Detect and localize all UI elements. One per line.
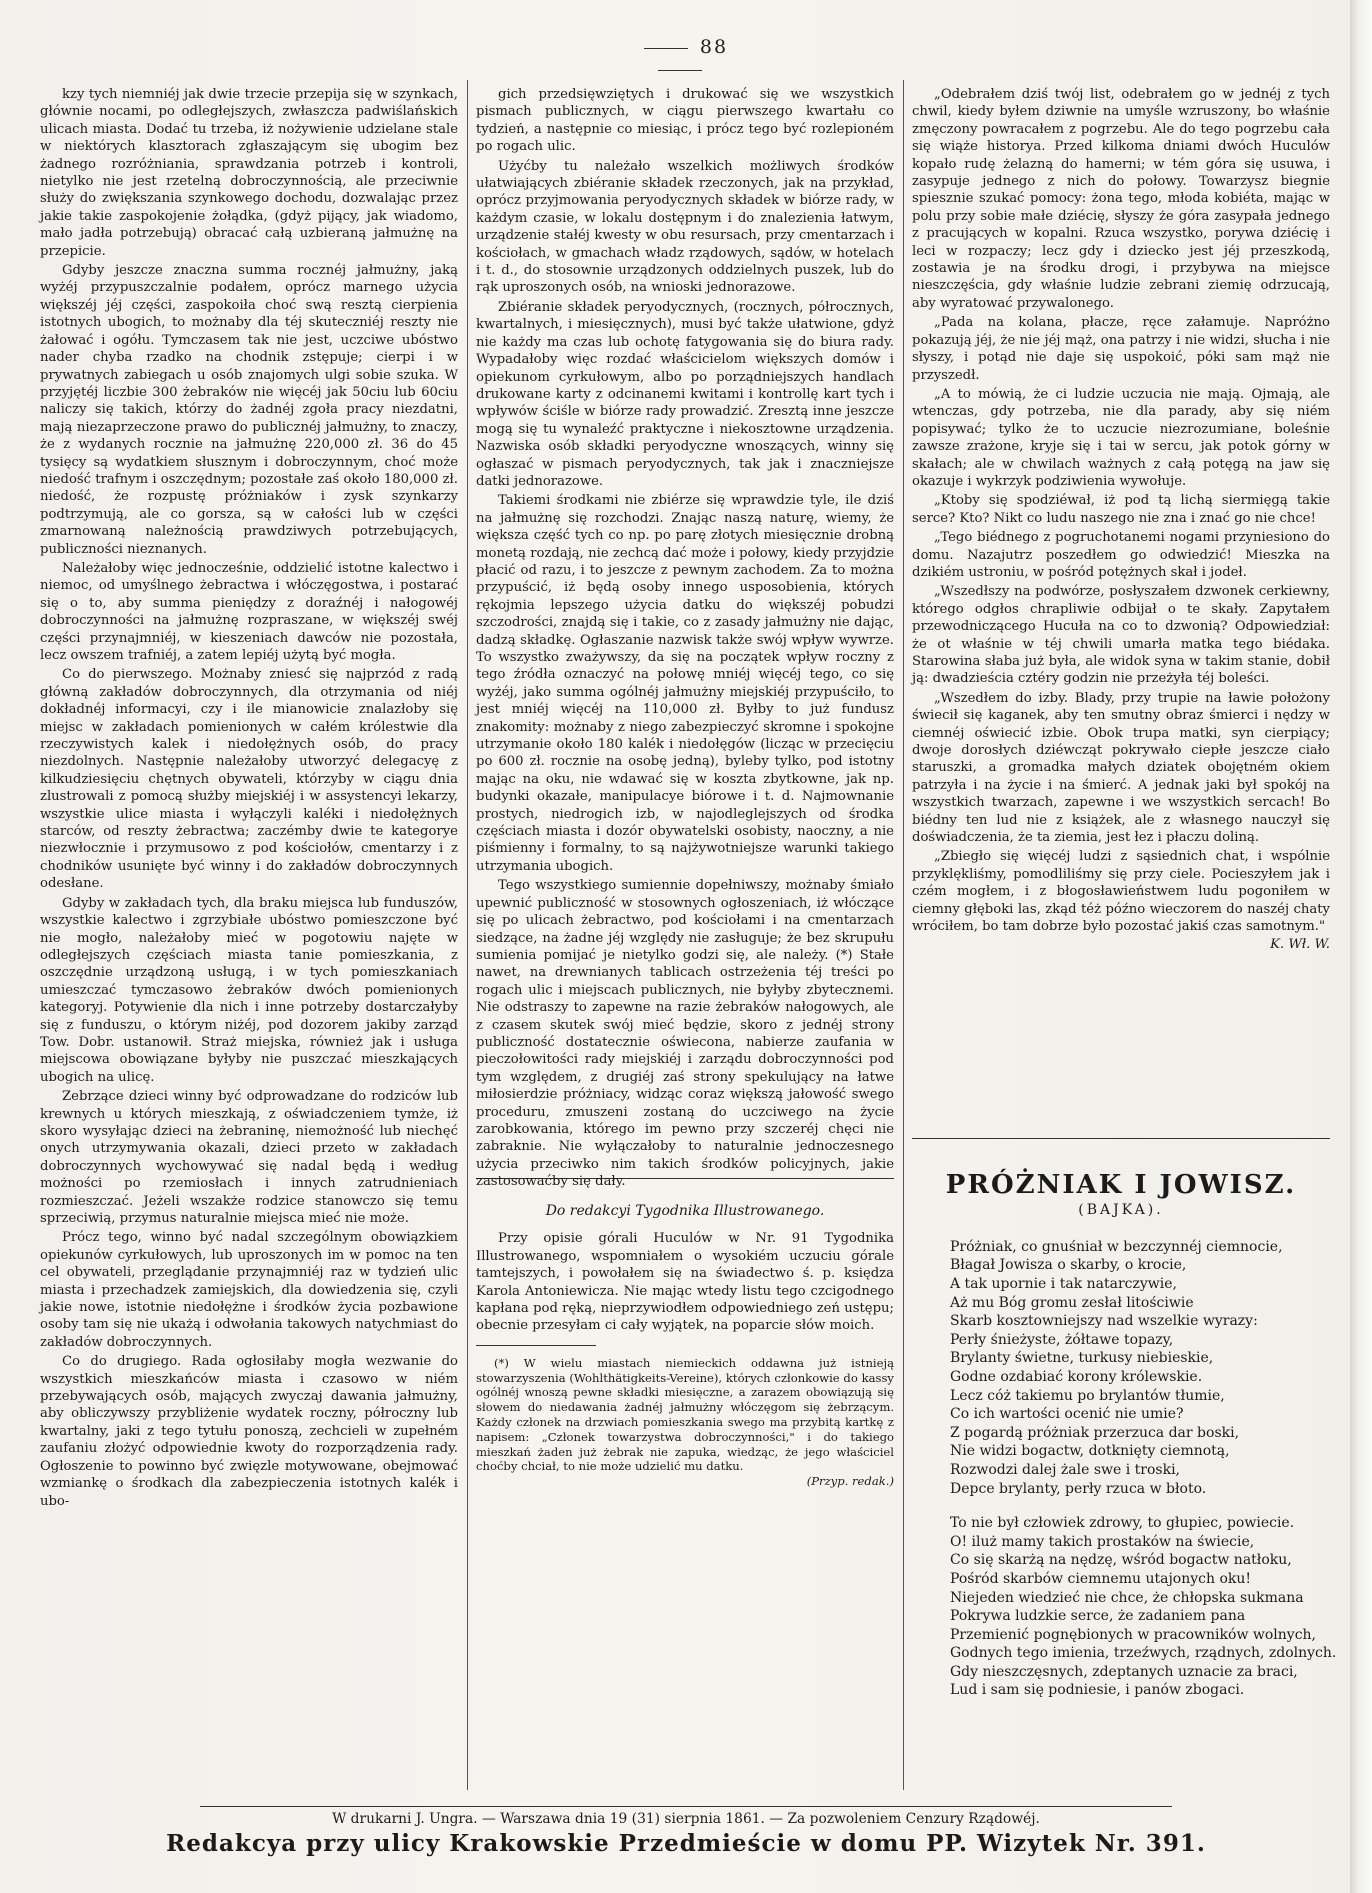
fable-subtitle: (BAJKA).	[1078, 1202, 1164, 1219]
poem-line: Godne ozdabiać korony królewskie.	[950, 1368, 1203, 1385]
paragraph: „Odebrałem dziś twój list, odebrałem go w jednéj z tych chwil, kiedy byłem dziwnie na umyśle wzruszony, bo właśnie zmęczony powracałem z pogrzebu. Ale do tego pogrzebu cała się wiąże historya. Przed kilkoma dniami dwóch Huculów kopało rudę żelazną do hamerni; w tém góra się usuwa, i zasypuje jednego z nich do połowy. Towarzysz biegnie spiesznie szukać pomocy: żona tego, młoda kobiéta, mając w polu przy sobie małe dziécię, słyszy że góra zasypała jednego z pracujących w kopalni. Rzuca wszystko, porywa dziécię i leci w rozpaczy; lecz gdy i dziecko jest jéj przeszkodą, zostawia je na środku drogi, i przybywa na miejsce nieszczęścia, gdy właśnie ludzie zebrani ziemię odrzucają, aby wyratować przywalonego.	[912, 87, 1330, 311]
poem-line: Pokrywa ludzkie serce, że zadaniem pana	[950, 1608, 1246, 1625]
poem-line: Z pogardą próżniak przerzuca dar boski,	[950, 1424, 1240, 1441]
fable-title: PRÓŻNIAK I JOWISZ.	[945, 1170, 1297, 1200]
paragraph: „A to mówią, że ci ludzie uczucia nie mają. Ojmają, ale wtenczas, gdy potrzeba, nie dla parady, aby się niém popisywać; tylko że to uczucie niezrozumiane, boleśnie zawsze zrażone, kryje się i tai w sercu, jak potok górny w skałach; ale w chwilach ważnych z całą potęgą na jaw się okazuje i wykrzyk podziwienia wywołuje.	[912, 386, 1330, 489]
poem-line: Aż mu Bóg gromu zesłał litościwie	[950, 1294, 1194, 1311]
printer-imprint: W drukarni J. Ungra. — Warszawa dnia 19 (31) sierpnia 1861. — Za pozwoleniem Cenzury Rządowéj.	[200, 1806, 1172, 1827]
poem-line: Co się skarżą na nędzę, wśród bogactw natłoku,	[950, 1552, 1292, 1569]
poem-line: Gdy nieszczęsnych, zdeptanych uznacie za braci,	[950, 1663, 1298, 1680]
footnote-credit: (Przyp. redak.)	[806, 1474, 894, 1489]
paragraph: Gdyby w zakładach tych, dla braku miejsca lub funduszów, wszystkie kalectwo i zgrzybiałe ubóstwo pomieszczone być nie mogło, należałoby mieć w pogotowiu najęte w odległejszych częściach miasta tanie pomieszkania, z oszczędnie urządzoną usługą, i w tych pomieszkaniach umieszczać tymczasowo żebraków dwóch pomienionych kategoryj. Potywienie dla nich i inne potrzeby dostarczałyby się z funduszu, o którym niżéj, pod dozorem jakiby zarząd Tow. Dobr. ustanowił. Straż miejska, również jak i usługa miejscowa obowiązane byłyby nie puszczać mieszkających ubogich na ulicę.	[40, 895, 458, 1085]
paragraph: Tego wszystkiego sumiennie dopełniwszy, możnaby śmiało upewnić publiczność w stosownych ogłoszeniach, iż włóczące się po ulicach żebractwo, pod kościołami i na cmentarzach siedzące, na żadne jéj względy nie zasługuje; że bez skrupułu sumienia pomijać je nietylko godzi się, ale należy. (*) Stałe nawet, na drewnianych tablicach ostrzeżenia téj treści po rogach ulic i miejscach publicznych, nie byłyby zbytecznemi. Nie odstraszy to zapewne na razie żebraków nałogowych, ale z czasem skutek swój mieć będzie, skoro z jednéj strony publiczność dostatecznie oświecona, nabierze zaufania w pieczołowitości rady miejskiéj i zarządu dobroczynności pod tym względem, z drugiéj zaś strony spekulujący na łatwe miłosierdzie próżniacy, widząc coraz większą jałowość swego proceduru, zmuszeni zostaną do uczciwego na życie zarobkowania, którego im pewno przy szczeréj chęci nie zabraknie. Nie wyłączałoby to naturalnie jednoczesnego użycia przeciwko nim takich środków policyjnych, jakie zastosowaćby się dały.	[476, 878, 894, 1190]
poem-line: Przemienić pognębionych w pracowników wolnych,	[950, 1626, 1317, 1643]
section-divider	[912, 1138, 1330, 1139]
paragraph: „Zbiegło się więcéj ludzi z sąsiednich chat, i wspólnie przyklękliśmy, pomodliliśmy się przy ciele. Pocieszyłem jak i czém mogłem, i z błogosławieństwem ludu pogoniłem w ciemny głęboki las, zkąd téż późno wieczorem do naszéj chaty wróciłem, bo tam dobrze było pozostać jakiś czas samotnym."	[912, 849, 1330, 935]
poem-line: Rozwodzi dalej żale swe i troski,	[950, 1461, 1180, 1478]
poem-line: Co ich wartości ocenić nie umie?	[950, 1406, 1184, 1423]
letter-title: Do redakcyi Tygodnika Illustrowanego.	[545, 1203, 825, 1219]
fable-poem	[950, 1238, 1337, 1700]
adjacent-page-edge	[1350, 0, 1372, 1893]
column-divider	[903, 80, 904, 1790]
paragraph: Takiemi środkami nie zbiérze się wprawdzie tyle, ile dziś na jałmużnę się rozchodzi. Znając naszą naturę, wiemy, że większa część tych co np. po parę złotych miesięcznie drobną monetą rozdają, nie zechcą dać może i połowy, kiedy przyjdzie płacić od razu, i to jeszcze z pewnym zachodem. Za to można przypuścić, iż będą osoby innego usposobienia, których rękojmia lepszego użycia datku do większéj pobudzi szczodrości, znajdą się i takie, co z zasady jałmużny nie dając, dadzą składkę. Ogłaszanie nazwisk także swój wpływ wywrze. To wszystko zważywszy, da się na początek wpływ roczny z tego źródła oznaczyć na połowę mniéj więcéj tego, co się wyżéj, jako summa ogólnéj jałmużny miejskiéj przypuściło, to jest mniéj więcéj na 110,000 zł. Byłby to już fundusz znakomity: możnaby z niego zabezpieczyć skromne i spokojne utrzymanie około 180 kalék i niedołęgów (licząc w przecięciu po 600 zł. rocznie na osobę jedną), byleby tylko, pod istotny mając na oku, nie wdawać się w koszta zbytkowne, jak np. budynki okazałe, manipulacye biórowe i t. d. Najmownanie prostych, niedrogich izb, w najodleglejszych od środka częściach miasta i dozór obywatelski osobisty, naoczny, a nie piśmienny i formalny, to są najżywotniejsze warunki takiego utrzymania ubogich.	[476, 493, 894, 874]
column-divider	[467, 80, 468, 1790]
paragraph: „Pada na kolana, płacze, ręce załamuje. Napróżno pokazują jéj, że nie jéj mąż, ona patrzy i nie widzi, słucha i nie słyszy, i potąd nie daje się uspokoić, póki sam mąż nie przyszedł.	[912, 315, 1330, 383]
paragraph: Zbiéranie składek peryodycznych, (rocznych, półrocznych, kwartalnych, i miesięcznych), musi być także ułatwione, gdyż nie każdy ma czas lub ochotę fatygowania się do biura rady. Wypadałoby więc rozdać właścicielom większych domów i opiekunom cyrkułowym, albo po porządniejszych handlach drukowane karty z odcinanemi kwitami i kontrollę kart tych i wpływów ściśle w biórze rady prowadzić. Zresztą inne jeszcze mogą się tu wynaleźć praktyczne i niekosztowne urządzenia. Nazwiska osób składki peryodyczne wnoszących, winny się ogłaszać w pismach peryodycznych, tak jak i znaczniejsze datki jednorazowe.	[476, 299, 894, 489]
poem-line: Lecz cóż takiemu po brylantów tłumie,	[950, 1387, 1225, 1404]
poem-line: Depce brylanty, perły rzuca w błoto.	[950, 1480, 1207, 1497]
footnote-text: (*) W wielu miastach niemieckich oddawna już istnieją stowarzyszenia (Wohlthätigkeits-Vereine), których członkowie do kassy ogólnéj wnoszą pewne składki miesięczne, a zarazem obowiązują się słowem do niedawania żadnéj jałmużny włóczęgom się żebrzącym. Każdy członek na drzwiach pomieszkania swego ma przybitą kartkę z napisem: „Członek towarzystwa dobroczynności," i do takiego mieszkań żaden już żebrak nie zapuka, wiedząc, że jego właściciel choćby chciał, to nie może udzielić mu datku.	[476, 1355, 894, 1474]
paragraph: Przy opisie górali Huculów w Nr. 91 Tygodnika Illustrowanego, wspomniałem o wysokiém uczuciu górale tamtejszych, i powołałem się na świadectwo ś. p. księdza Karola Antoniewicza. Nie mając wtedy listu tego czcigodnego kapłana pod ręką, nieprzywiodłem odpowiedniego zeń ustępu; obecnie przesyłam ci cały wyjątek, na poparcie słów moich.	[476, 1231, 894, 1334]
paragraph: „Wszedłem do izby. Blady, przy trupie na ławie położony świecił się kaganek, aby ten smutny obraz śmierci i nędzy w ciemnéj oświecić izbie. Obok trupa matki, syn cierpiący; dwoje dorosłych dziéwcząt pokrywało ciepłe jeszcze ciało staruszki, a gromadka małych dziatek obojętném okiem patrzyła i na życie i na śmierć. A jednak jaki był spokój na wszystkich twarzach, zapewne i we wszystkich sercach! Bo biédny ten lud nie z książek, ale z własnego nauczył się doświadczenia, że ta ziemia, jest łez i płaczu doliną.	[912, 690, 1330, 846]
stanza-gap	[950, 1498, 1330, 1514]
poem-line: Nie widzi bogactw, dotknięty ciemnotą,	[950, 1443, 1230, 1460]
footnote-divider	[476, 1345, 596, 1346]
paragraph: gich przedsięwziętych i drukować się we wszystkich pismach publicznych, w ciągu pierwszego kwartału co tydzień, a następnie co miesiąc, i prócz tego być rozlepioném po rogach ulic.	[476, 87, 894, 155]
poem-line: Skarb kosztowniejszy nad wszelkie wyrazy:	[950, 1313, 1258, 1330]
article-column-1	[40, 86, 458, 1788]
poem-line: Błagał Jowisza o skarby, o krocie,	[950, 1257, 1187, 1274]
paragraph: Prócz tego, winno być nadal szczególnym obowiązkiem opiekunów cyrkułowych, lub uproszonych im w pomoc na ten cel obywateli, przeglądanie przynajmniéj raz w tydzień ulic miasta i przechadzek zamiejskich, dla dowiedzenia się, czyli jakie nowe, istotnie niedołężne i środków życia pozbawione osoby tam się nie ukażą i odwołania takowych natychmiast do zakładów dobroczynnych.	[40, 1230, 458, 1350]
paragraph: Należałoby więc jednocześnie, oddzielić istotne kalectwo i niemoc, od umyślnego żebractwa i włóczęgostwa, i postarać się o to, aby summa pieniędzy z doraźnéj i nałogowéj dobroczynności na jałmużnę rozpraszane, w większéj swéj części przynajmniéj, w kieszeniach dawców nie pozostała, lecz owszem trafniéj, a zatem lepiéj użytą być mogła.	[40, 560, 458, 663]
paragraph: Co do drugiego. Rada ogłosiłaby mogła wezwanie do wszystkich mieszkańców miasta i czasowo w niém przebywających osób, mających zwyczaj dawania jałmużny, aby obliczywszy przybliżenie wydatek roczny, półroczny lub kwartalny, jaki z tego tytułu ponoszą, zechcieli w zupełném zaufaniu złożyć odpowiednie kwoty do rozporządzenia rady. Ogłoszenie to powinno być zwięzle motywowane, obejmować wzmiankę o środkach dla zabezpieczenia istotnych kalék i ubo-	[40, 1354, 458, 1509]
paragraph: „Ktoby się spodziéwał, iż pod tą lichą siermięgą takie serce? Kto? Nikt co ludu naszego nie zna i znać go nie chce!	[912, 493, 1330, 526]
article-column-3	[912, 86, 1337, 1788]
poem-line: O! iluż mamy takich prostaków na świecie,	[950, 1533, 1255, 1550]
paragraph: Gdyby jeszcze znaczna summa rocznéj jałmużny, jaką wyżéj przypuszczalnie podałem, oprócz marnego użycia większéj jéj części, zaspokoiła choć swą resztą cierpienia istotnych ubogich, to możnaby dla téj skuteczniéj reszty nie żałować i ogółu. Tymczasem tak nie jest, uczciwe ubóstwo nader chyba rzadko na chodnik zstępuje; cierpi i w prywatnych zabiegach u osób znajomych ulgi sobie szuka. W przyjętéj liczbie 300 żebraków nie więcéj jak 50ciu lub 60ciu naliczy się takich, którzy do żadnéj zgoła pracy niezdatni, mają niezaprzeczone prawo do publicznéj jałmużny, to znaczy, że z wydanych rocznie na jałmużnę 220,000 zł. 36 do 45 tysięcy są wydatkiem słusznym i dobroczynnym, choć może niedość trafnym i oszczędnym; pozostałe zaś około 180,000 zł. niedość, że rozpustę próżniaków i zysk szynkarzy podtrzymują, ale co gorsza, są w całości lub w części zmarnowaną należnością prawdziwych potrzebujących, publiczności nieznanych.	[40, 263, 458, 557]
paragraph: kzy tych niemniéj jak dwie trzecie przepija się w szynkach, głównie nocami, po odległejszych, zwłaszcza padwiślańskich ulicach miasta. Dodać tu trzeba, iż nożywienie udzielane stale w niektórych klasztorach zgłaszającym się ubogim bez żadnego rozróżniania, sprawdzania potrzeb i kontroli, nietylko nie jest rzetelną dobroczynnością, ale przeciwnie służy do zwiększania szynkowego dochodu, dozwalając przez jakie takie zaspokojenie żołądka, (gdyż pijący, jak wiadomo, mało jadła potrzebują) obracać całą uzbieraną jałmużnę na przepicie.	[40, 87, 458, 259]
letter-signature: K. Wł. W.	[1270, 936, 1330, 952]
paragraph: Użyćby tu należało wszelkich możliwych środków ułatwiających zbiéranie składek rzeczonych, jak na przykład, oprócz przyjmowania peryodycznych składek w biórze rady, w każdym czasie, w lokalu dostępnym i do znalezienia łatwym, urządzenie stałéj kwesty w obu resursach, przy cmentarzach i kościołach, w gmachach władz rządowych, sądów, w hotelach i t. d., do stosownie urządzonych oddzielnych puszek, lub do rąk uproszonych osób, na wnioski jednorazowe.	[476, 158, 894, 296]
poem-line: Brylanty świetne, turkusy niebieskie,	[950, 1350, 1214, 1367]
footnote	[476, 1356, 894, 1489]
poem-line: Perły śnieżyste, żółtawe topazy,	[950, 1331, 1174, 1348]
paragraph: Zebrzące dzieci winny być odprowadzane do rodziców lub krewnych u których mieszkają, z oświadczeniem tymże, iż skoro wysyłając dzieci na żebraninę, niemożność lub niechęć onych utrzymywania okazali, dzieci przeto w zakładach dobroczynnych wychowywać się nadal będą i według możności po rzemiosłach i innych zatrudnieniach rozmieszczać. Jeżeli wszakże rodzice stanowczo się temu sprzeciwią, przymus naturalnie miejsca mieć nie może.	[40, 1089, 458, 1226]
editorial-address: Redakcya przy ulicy Krakowskie Przedmieście w domu PP. Wizytek Nr. 391.	[166, 1830, 1206, 1857]
poem-line: To nie był człowiek zdrowy, to głupiec, powiecie.	[950, 1515, 1295, 1532]
poem-line: Lud i sam się podniesie, i panów zbogaci.	[950, 1682, 1245, 1699]
paragraph: „Tego biédnego z pogruchotanemi nogami przyniesiono do domu. Nazajutrz poszedłem go odwiedzić! Mieszka na dzikiém ustroniu, w pośród potężnych skał i jodeł.	[912, 530, 1330, 580]
paragraph: Co do pierwszego. Możnaby zniesć się najprzód z radą główną zakładów dobroczynnych, dla otrzymania od niéj dokładnéj informacyi, czy i ile mianowicie znalazłoby się miejsc w zakładach pomienionych w całém królestwie dla rzeczywistych kalek i niedołężnych osób, do pracy niezdolnych. Następnie należałoby utworzyć delegacyę z kilkudziesięciu chętnych obywateli, którzyby w ciągu dnia zlustrowali z pomocą służby miejskiéj i w assystencyi lekarzy, wszystkie ulice miasta i wyłączyli kaléki i niedołężnych starców, od reszty żebractwa; zaczémby dwie te kategorye niezwłocznie i przymusowo z pod kościołów, cmentarzy i z chodników usunięte być winny i do zakładów dobroczynnych odesłane.	[40, 667, 458, 892]
poem-line: Próżniak, co gnuśniał w bezczynnéj ciemnocie,	[950, 1238, 1283, 1255]
poem-line: Pośród skarbów ciemnemu utajonych oku!	[950, 1570, 1251, 1587]
poem-line: A tak upornie i tak natarczywie,	[950, 1276, 1177, 1292]
paragraph: „Wszedłszy na podwórze, posłyszałem dzwonek cerkiewny, którego odgłos chrapliwie odbijał o te skały. Zapytałem przewodniczącego Hucuła na co to dzwonią? Odpowiedział: że ot właśnie w téj chwili umarła matka tego biédaka. Starowina słaba już była, ale widok syna w takim stanie, dobił ją: dwadzieścia cztéry godzin nie przeżyła téj boleści.	[912, 584, 1330, 687]
article-column-2	[476, 86, 894, 1788]
poem-line: Niejeden wiedzieć nie chce, że chłopska sukmana	[950, 1589, 1304, 1606]
poem-line: Godnych tego imienia, trzeźwych, rządnych, zdolnych.	[950, 1645, 1337, 1662]
page-number: 88	[600, 36, 760, 80]
